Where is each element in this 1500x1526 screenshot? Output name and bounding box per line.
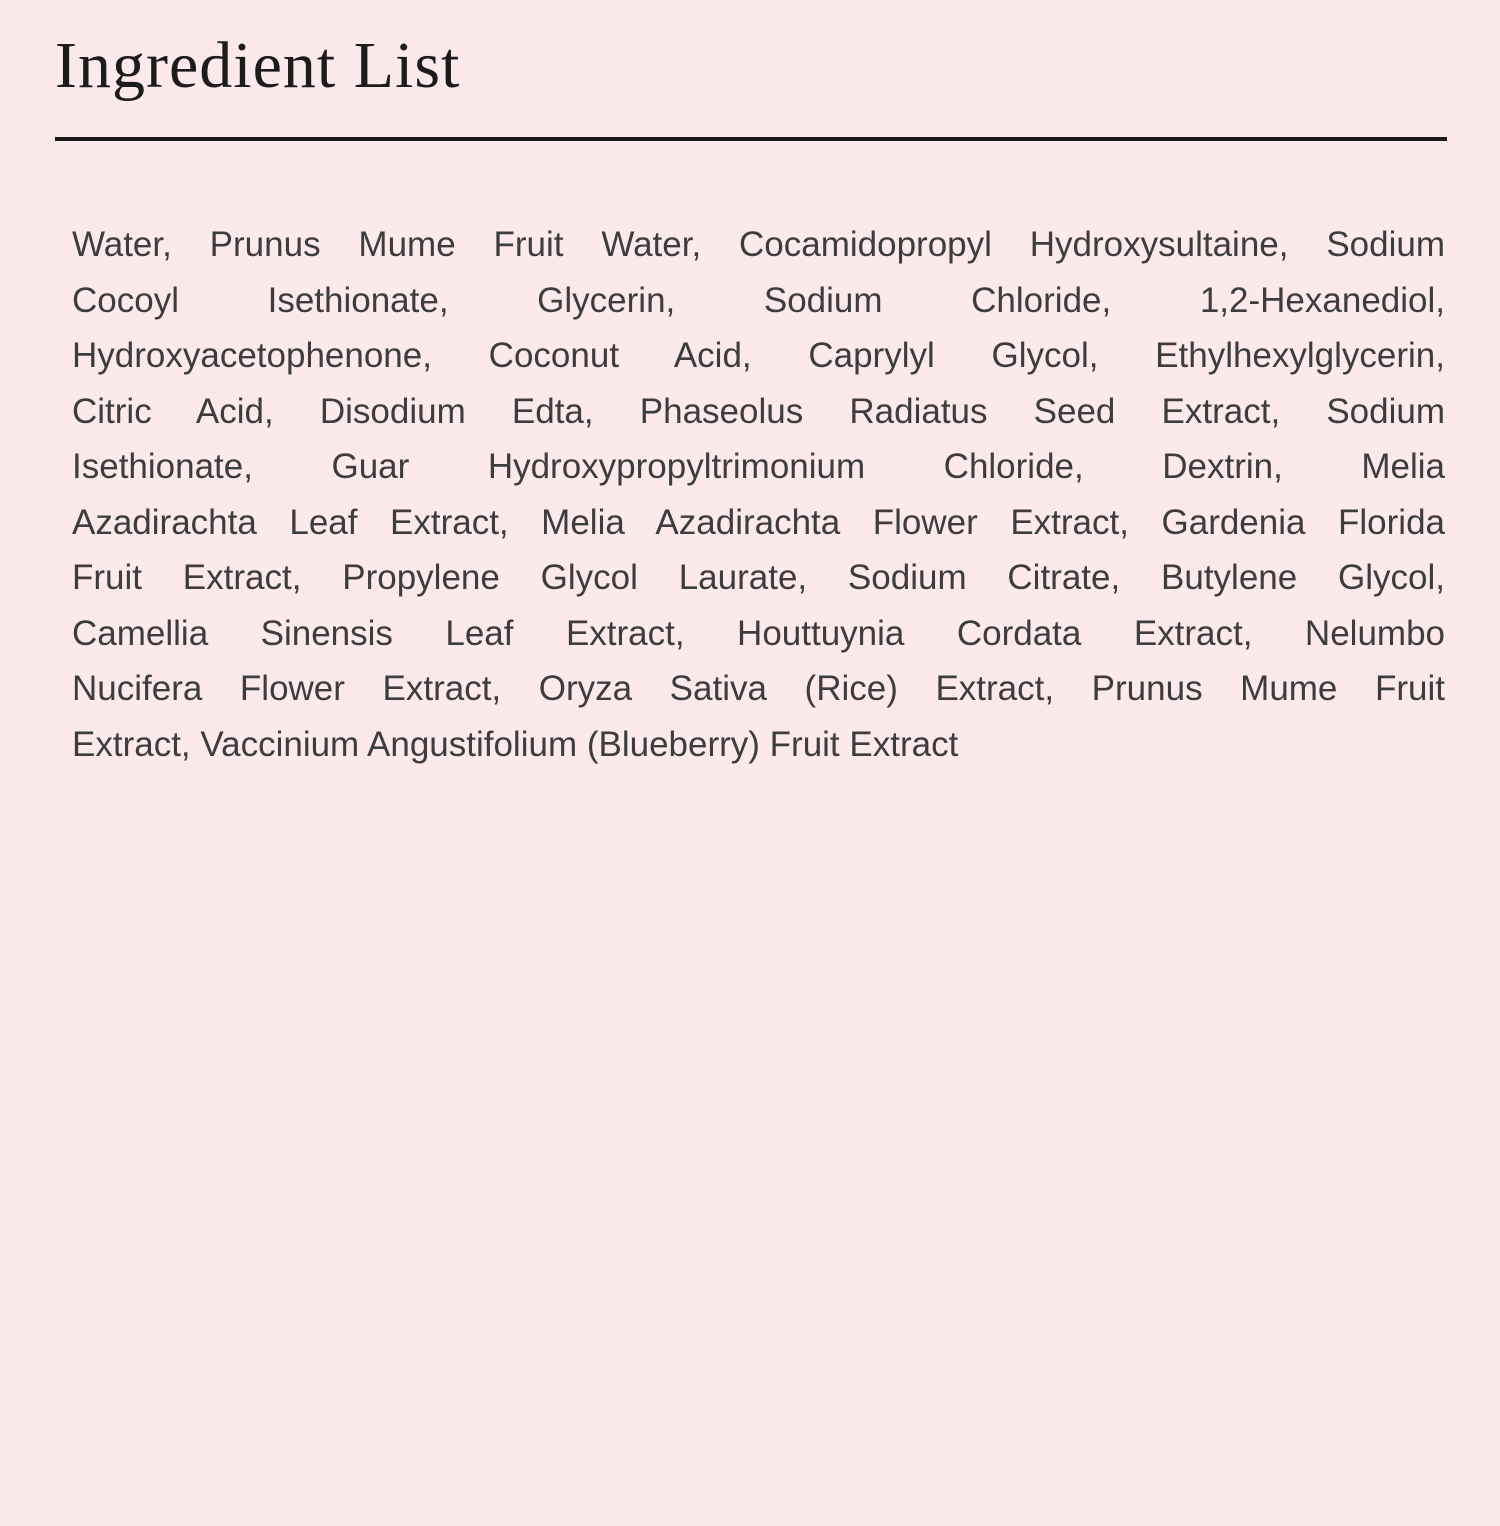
ingredient-line: Extract, Vaccinium Angustifolium (Blueberry) Fruit Extract (72, 724, 959, 764)
ingredient-line: Water, Prunus Mume Fruit Water, Cocamidopropyl Hydroxysultaine, Sodium (72, 225, 1445, 265)
ingredient-line: Nucifera Flower Extract, Oryza Sativa (Rice) Extract, Prunus Mume Fruit (72, 669, 1445, 709)
ingredient-list-page (0, 26, 1500, 1526)
ingredient-line: Hydroxyacetophenone, Coconut Acid, Caprylyl Glycol, Ethylhexylglycerin, (72, 336, 1445, 376)
ingredient-line: Citric Acid, Disodium Edta, Phaseolus Radiatus Seed Extract, Sodium (72, 391, 1445, 431)
ingredient-line: Azadirachta Leaf Extract, Melia Azadirachta Flower Extract, Gardenia Florida (72, 502, 1445, 542)
ingredient-line: Cocoyl Isethionate, Glycerin, Sodium Chloride, 1,2-Hexanediol, (72, 280, 1445, 320)
ingredient-line: Camellia Sinensis Leaf Extract, Houttuynia Cordata Extract, Nelumbo (72, 613, 1445, 653)
title-divider (55, 137, 1447, 141)
ingredient-paragraph (72, 217, 1445, 772)
ingredient-line: Isethionate, Guar Hydroxypropyltrimonium Chloride, Dextrin, Melia (72, 447, 1445, 487)
ingredient-line: Fruit Extract, Propylene Glycol Laurate, Sodium Citrate, Butylene Glycol, (72, 558, 1445, 598)
page-title: Ingredient List (55, 29, 461, 102)
